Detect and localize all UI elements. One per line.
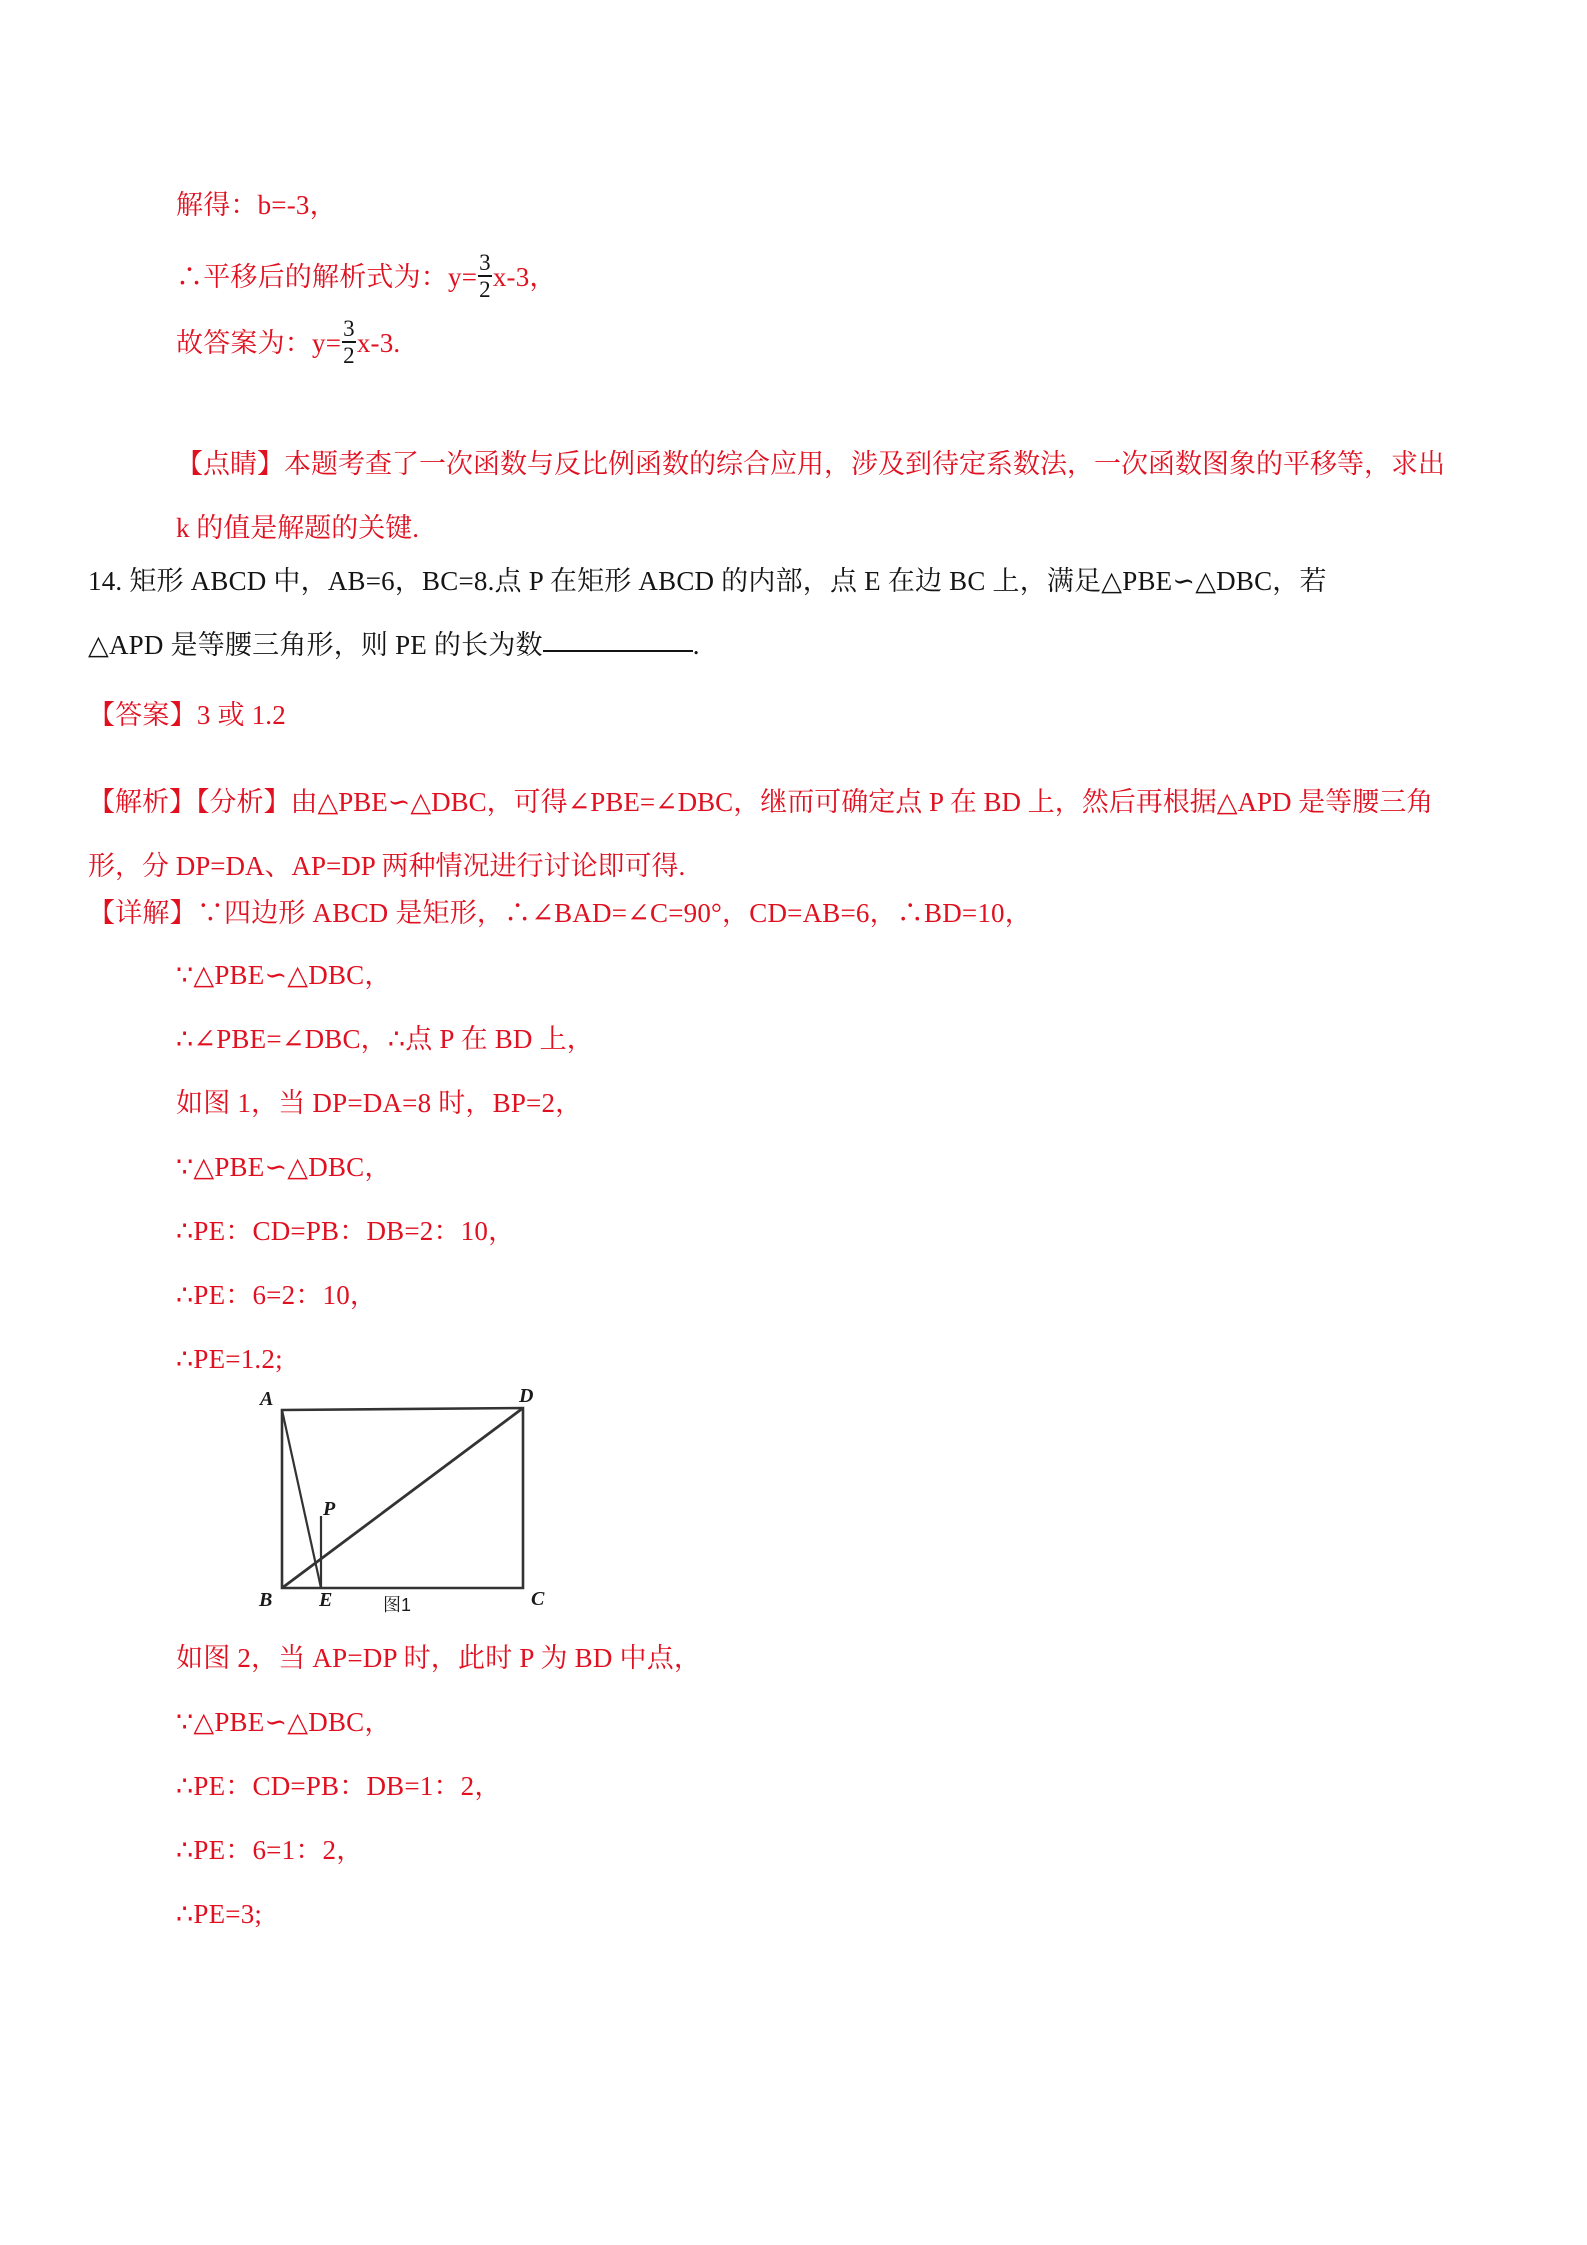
solution-line-final-answer [176,318,400,368]
analysis-text: 由△PBE∽△DBC，可得∠PBE=∠DBC，继而可确定点 P 在 BD 上，然后再根据△APD 是等腰三角形，分 DP=DA、AP=DP 两种情况进行讨论即可得. [88,787,1434,881]
detail-line-6: ∴PE：6=2：10， [176,1280,378,1310]
detail-after-line-1: ∵△PBE∽△DBC， [176,1707,392,1737]
final-answer-suffix: x-3. [356,327,401,358]
detail-line-0: ∵四边形 ABCD 是矩形，∴∠BAD=∠C=90°，CD=AB=6，∴BD=10， [196,898,1032,929]
translated-suffix: x-3， [492,261,557,292]
answer-line [88,700,286,729]
question-text-line-2-end: . [692,630,700,661]
detail-first-line [88,898,1032,927]
figure-vertex-b: B [259,1589,273,1611]
figure-vertex-a: A [260,1388,274,1410]
tip-text: 本题考查了一次函数与反比例函数的综合应用，涉及到待定系数法，一次函数图象的平移等，求出 k 的值是解题的关键. [176,449,1445,543]
segment-a-to-e [282,1410,321,1588]
question-14-line-1 [88,566,1327,595]
question-number: 14. [88,566,123,597]
fraction-denominator: 2 [479,277,491,302]
question-14-line-2 [88,630,700,659]
detail-line-5: ∴PE：CD=PB：DB=2：10， [176,1216,516,1246]
fraction-denominator: 2 [343,343,355,368]
detail-line-2: ∴∠PBE=∠DBC，∴点 P 在 BD 上， [176,1024,594,1054]
answer-blank-underline[interactable] [543,630,693,652]
fraction-three-halves-2 [342,317,356,367]
answer-value: 3 或 1.2 [196,700,286,731]
figure-caption: 图1 [383,1595,412,1615]
geometry-figure-svg [255,1385,585,1620]
figure-vertex-d: D [519,1385,534,1407]
analysis-label-fenxi: 【分析】 [196,787,291,817]
figure-vertex-e: E [319,1589,333,1611]
figure-vertex-c: C [531,1588,545,1610]
detail-line-1: ∵△PBE∽△DBC， [176,960,392,990]
solution-line-translated-expression [176,252,557,302]
fraction-numerator: 3 [479,250,491,275]
fraction-three-halves [478,251,492,301]
tip-label: 【点睛】 [176,449,284,479]
translated-prefix: ∴平移后的解析式为：y= [176,261,478,292]
detail-label: 【详解】 [88,898,197,929]
detail-after-line-3: ∴PE：6=1：2， [176,1835,364,1865]
answer-label: 【答案】 [88,700,197,731]
geometry-figure-1 [255,1385,585,1620]
final-answer-prefix: 故答案为：y= [176,327,342,358]
fraction-numerator: 3 [343,316,355,341]
diagonal-bd [282,1408,523,1588]
solution-line-solve-b: 解得：b=-3， [176,190,337,220]
detail-after-line-0: 如图 2，当 AP=DP 时，此时 P 为 BD 中点， [176,1643,702,1673]
analysis-label-jiexi: 【解析】 [88,787,196,817]
detail-line-7: ∴PE=1.2; [176,1344,283,1374]
tip-block [176,432,1448,560]
detail-after-line-4: ∴PE=3; [176,1899,263,1929]
detail-line-3: 如图 1，当 DP=DA=8 时，BP=2， [176,1088,583,1118]
question-text-line-2: △APD 是等腰三角形，则 PE 的长为数 [88,630,543,661]
detail-after-line-2: ∴PE：CD=PB：DB=1：2， [176,1771,502,1801]
analysis-block [88,770,1448,898]
detail-line-4: ∵△PBE∽△DBC， [176,1152,392,1182]
question-text-line-1: 矩形 ABCD 中，AB=6，BC=8.点 P 在矩形 ABCD 的内部，点 E 在边 BC 上，满足△PBE∽△DBC，若 [129,566,1327,597]
figure-vertex-p: P [323,1498,336,1520]
